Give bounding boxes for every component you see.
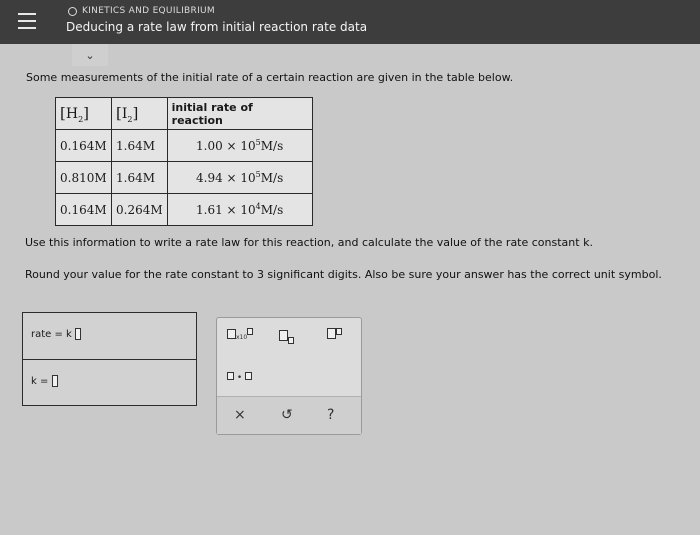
k-value-row (23, 360, 196, 407)
rate-data-table (55, 97, 313, 226)
rate-law-input[interactable] (75, 328, 81, 340)
palette-footer (217, 396, 361, 434)
header-bar (0, 0, 700, 44)
k-value-label: k = (31, 375, 58, 387)
cell-rate: $1.00 \times 10^5M/s$ (167, 130, 312, 162)
rate-law-label: rate = k (31, 328, 81, 340)
cell-i2: 1.64M (112, 130, 168, 162)
collapse-toggle[interactable] (72, 44, 108, 66)
header-h2: $[H_2]$ (56, 98, 112, 130)
chevron-down-icon: ⌄ (85, 48, 95, 62)
table-row (56, 194, 313, 226)
sci-notation-button[interactable]: x10 (227, 328, 253, 342)
page-title: Deducing a rate law from initial reaction rate data (66, 20, 368, 34)
answer-box (22, 312, 197, 406)
multiply-dot-button[interactable]: • (227, 372, 252, 383)
intro-text: Some measurements of the initial rate of a certain reaction are given in the table below. (26, 71, 514, 84)
cell-h2: 0.164M (56, 130, 112, 162)
cell-h2: 0.164M (56, 194, 112, 226)
header-i2: $[I_2]$ (112, 98, 168, 130)
cell-h2: 0.810M (56, 162, 112, 194)
topic-circle-icon (68, 7, 77, 16)
cell-i2: 0.264M (112, 194, 168, 226)
header-rate: initial rate of reaction (167, 98, 312, 130)
instruction-line-1: Use this information to write a rate law for this reaction, and calculate the value of the rate constant k. (25, 236, 593, 249)
superscript-button[interactable] (327, 328, 342, 342)
k-value-input[interactable] (52, 375, 58, 387)
menu-icon[interactable] (18, 13, 36, 29)
table-row (56, 130, 313, 162)
clear-icon[interactable]: × (234, 407, 246, 423)
topic-label (68, 6, 215, 16)
subscript-button[interactable] (279, 330, 294, 346)
help-icon[interactable]: ? (327, 407, 335, 423)
table-header-row (56, 98, 313, 130)
undo-icon[interactable]: ↺ (281, 407, 293, 423)
cell-rate: $4.94 \times 10^5M/s$ (167, 162, 312, 194)
math-palette (216, 317, 362, 435)
topic-text: KINETICS AND EQUILIBRIUM (82, 6, 215, 16)
instruction-line-2: Round your value for the rate constant to 3 significant digits. Also be sure your answer has the correct unit symbol. (25, 268, 662, 281)
rate-law-row (23, 313, 196, 360)
cell-i2: 1.64M (112, 162, 168, 194)
table-row (56, 162, 313, 194)
cell-rate: $1.61 \times 10^4M/s$ (167, 194, 312, 226)
